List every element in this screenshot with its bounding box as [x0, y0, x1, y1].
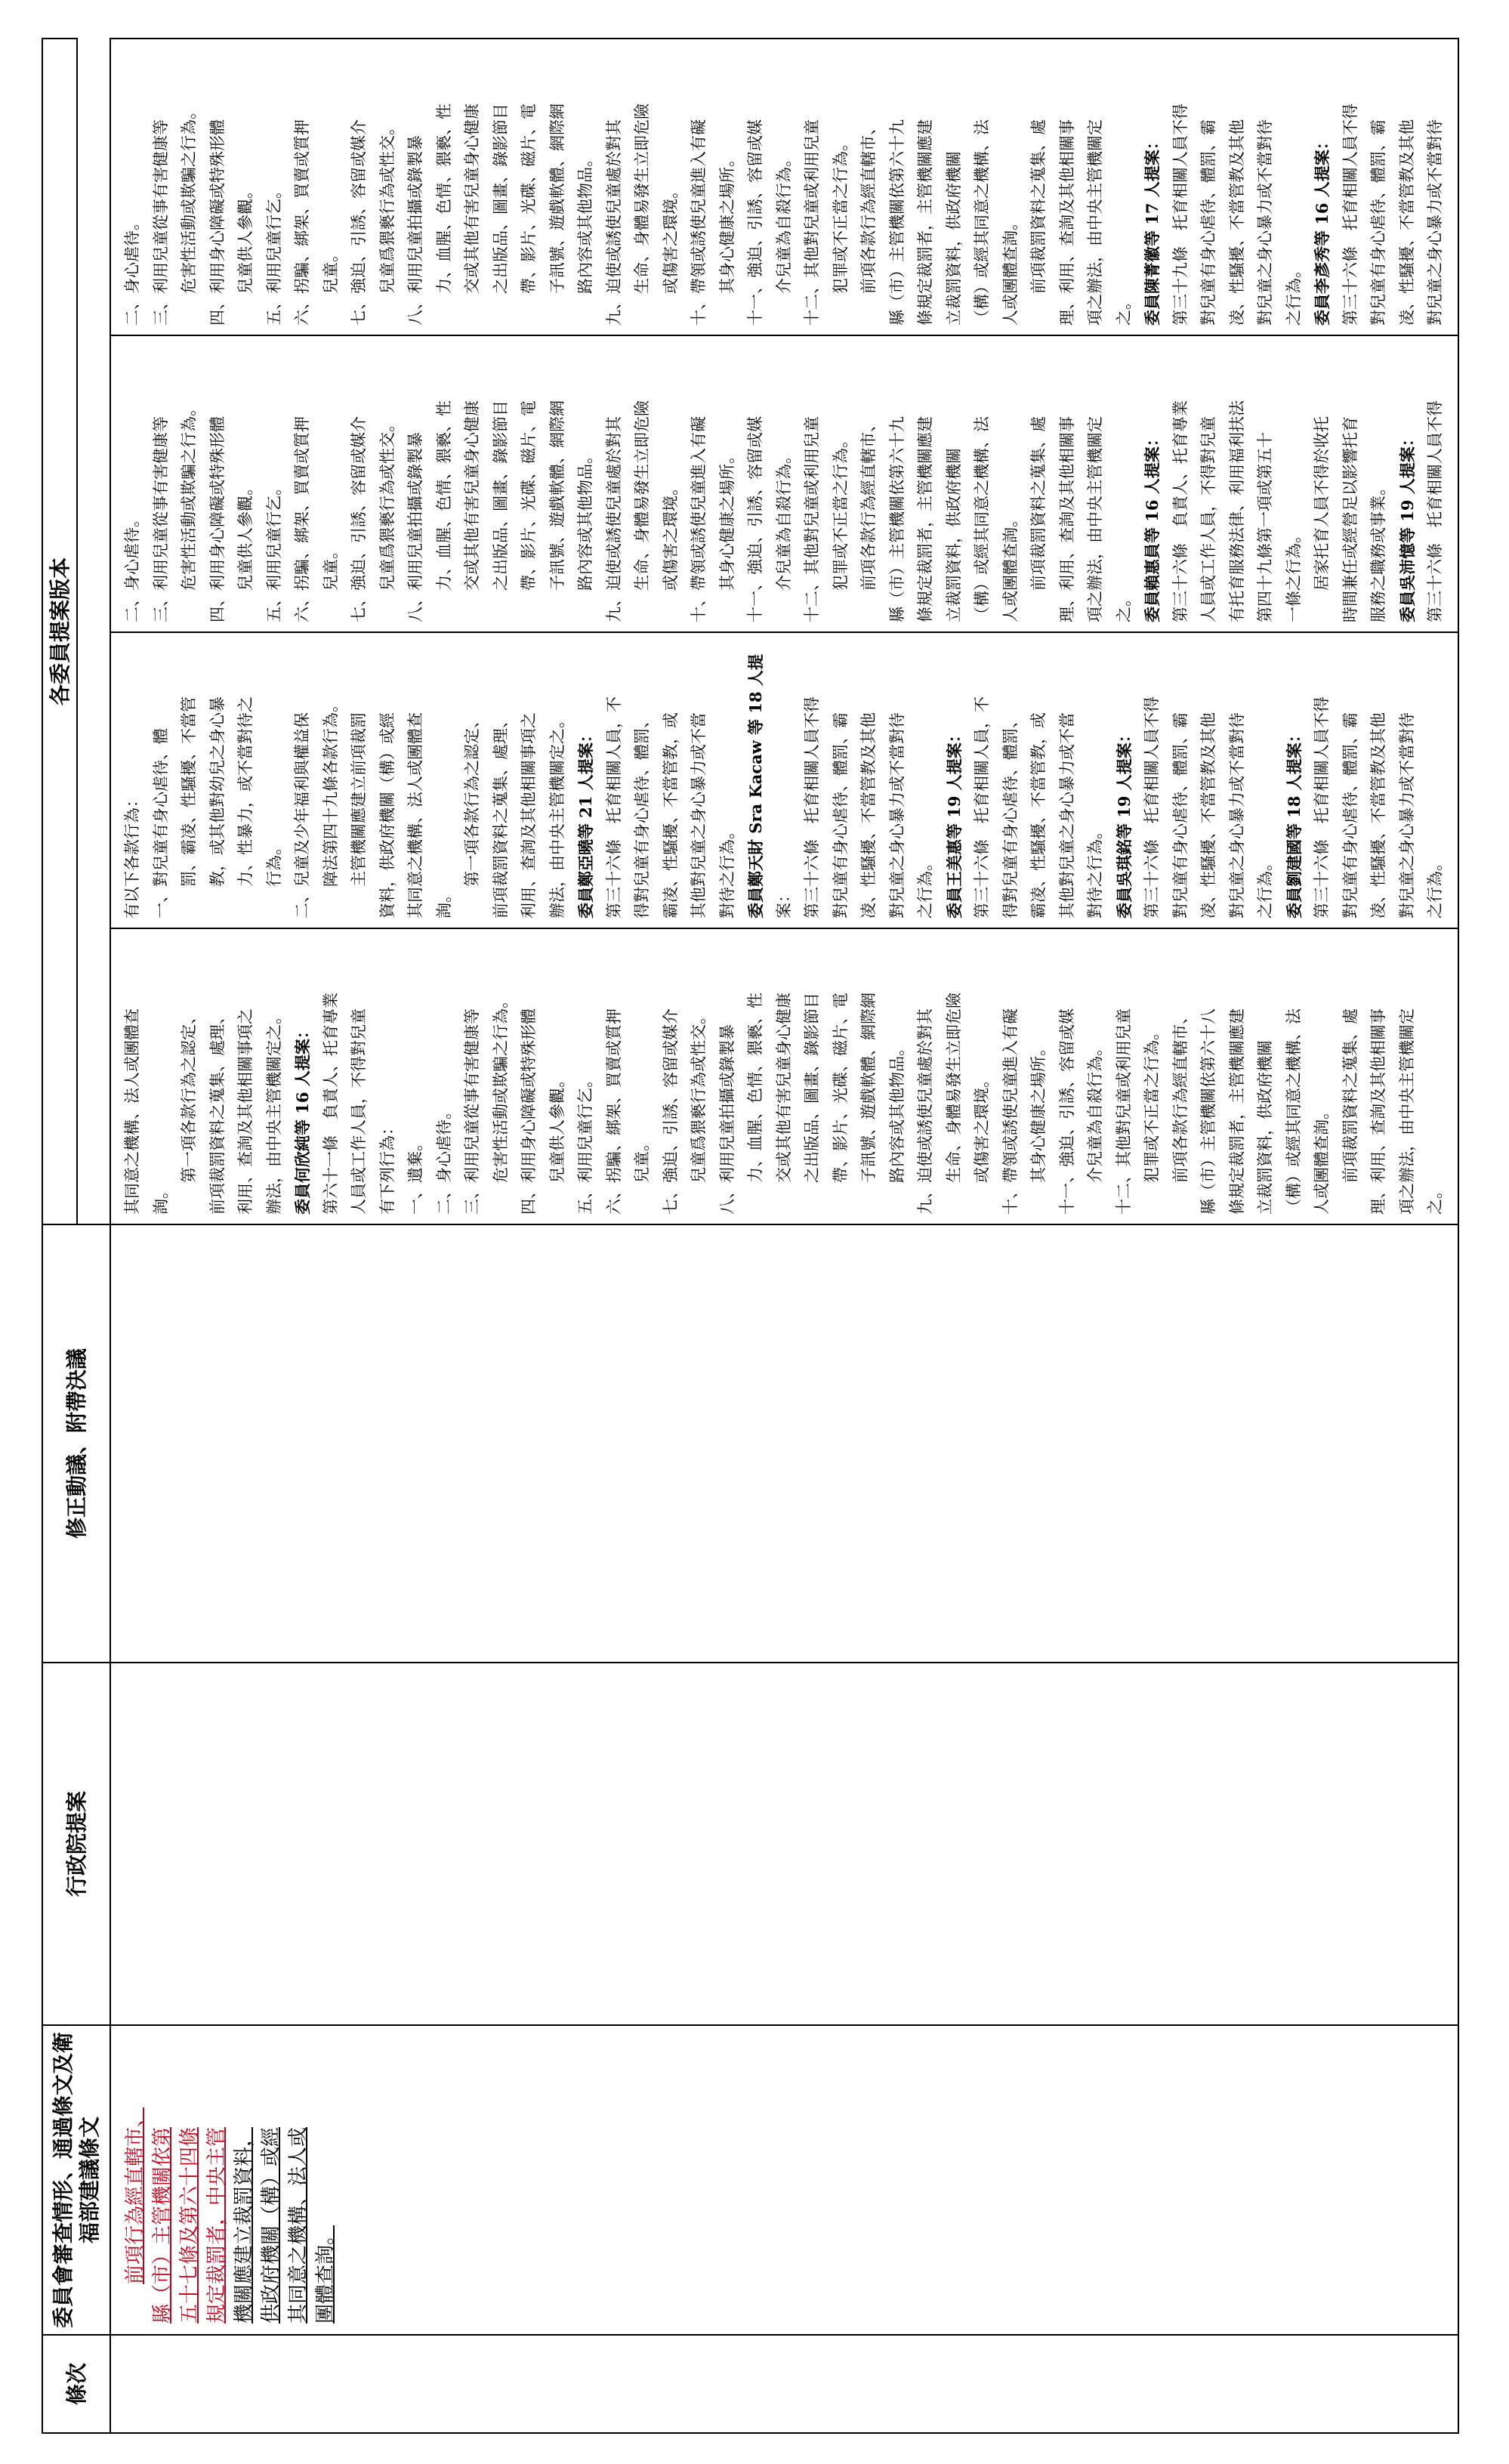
proposal-text-line: 人或團體查詢。 — [1313, 1104, 1331, 1215]
proposal-text-line: 第四十九條第一項或第五十 — [1256, 432, 1274, 622]
proposal-text-line: 七、強迫、引誘、容留或媒介 — [350, 119, 368, 326]
passed-text-cell — [110, 2025, 1458, 2335]
proposal-text-line: 其同意之機構、法人或團體查 — [123, 1008, 141, 1215]
header-passed-text: 委員會審查情形、通過條文及衛福部建議條文 — [42, 2025, 110, 2335]
proposal-text-line: 或傷害之環境。 — [661, 183, 680, 326]
proposal-text-line: 十二、其他對兒童或利用兒童 — [803, 119, 821, 326]
proposal-text-line: 居家托育人員不得於收托 — [1313, 416, 1331, 622]
proposal-text-line: 第三十六條 托育相關人員不得 — [1143, 696, 1161, 919]
proposal-text-line: 力、血腥、色情、猥褻、性 — [746, 993, 764, 1215]
proposal-text-line: 人員或工作人員，不得對兒童 — [350, 1008, 368, 1215]
proposal-text-line: 一條之行為。 — [1284, 527, 1303, 622]
proposal-text-line: 兒童爲猥褻行為或性交。 — [378, 119, 397, 326]
proposal-text-line: 主管機關應建立前項裁罰 — [350, 712, 368, 919]
proposal-text-line: 子訊號、遊戲軟體、網際網 — [859, 993, 878, 1215]
proposal-text-line: 其同意之機構、法人或團體查 — [406, 712, 424, 919]
proposal-text-line: 六、拐騙、綁架、買賣或質押 — [293, 119, 311, 326]
proposal-text-line: 縣（市）主管機關依第六十九 — [887, 119, 906, 326]
proposal-text-line: 或傷害之環境。 — [973, 1072, 991, 1215]
proposal-text-line: 犯罪或不正當之行為。 — [1143, 1024, 1161, 1215]
proposal-text-line: （構）或經其同意之機構、法 — [973, 416, 991, 622]
proposal-text-line: 第三十六條 負責人、托育專業 — [1171, 400, 1190, 622]
proposal-text-line: 之出版品、圖畫、錄影節目 — [803, 993, 821, 1215]
proposal-text-line: 第三十六條 托育相關人員不得 — [803, 696, 821, 919]
proposal-text-line: 六、拐騙、綁架、買賣或質押 — [604, 1008, 623, 1215]
proposal-text-line: 九、迫使或誘使兒童處於對其 — [604, 416, 623, 622]
proposal-text-line: 對兒童有身心虐待、體罰、霸 — [1341, 712, 1359, 919]
proposal-text-line: 五、利用兒童行乞。 — [576, 1072, 594, 1215]
proposal-text-line: 前項裁罰資料之蒐集、處理、 — [208, 1008, 227, 1215]
passed-line: 團體查詢。 — [314, 2225, 337, 2324]
proposal-text-line: 介兒童為自殺行為。 — [774, 448, 793, 622]
proposal-text-line: 得對兒童有身心虐待、體罰、 — [633, 712, 651, 919]
proposal-text-line: 兒童。 — [321, 246, 340, 326]
proposal-text-line: 十、帶領或誘使兒童進入有礙 — [690, 416, 708, 622]
proposal-text-line: 之。 — [1426, 1183, 1444, 1215]
proposal-text-line: （構）或經其同意之機構、法 — [973, 119, 991, 326]
proposal-column-2 — [110, 632, 1458, 928]
proposal-text-line: 對兒童之身心暴力或不當對待 — [1426, 119, 1444, 326]
proposal-text-line: 力、性暴力，或不當對待之 — [236, 696, 255, 919]
proposer-heading: 委員吳沛憶等 19 人提案： — [1397, 431, 1417, 622]
proposal-text-line: 力、血腥、色情、猥褻、性 — [434, 103, 453, 326]
proposal-text-line: 時間兼任或經營足以影響托育 — [1341, 416, 1359, 622]
proposal-text-line: 項之辦法，由中央主管機關定 — [1086, 119, 1104, 326]
proposal-text-line: 子訊號、遊戲軟體、網際網 — [548, 400, 566, 622]
proposal-text-line: 犯罪或不正當之行為。 — [831, 432, 850, 622]
proposal-text-line: 八、利用兒童拍攝或錄製暴 — [717, 1024, 736, 1215]
proposal-text-line: 兒童供人參觀。 — [548, 1072, 566, 1215]
proposal-text-line: 路內容或其他物品。 — [576, 151, 594, 326]
proposal-text-line: 路內容或其他物品。 — [887, 1040, 906, 1215]
proposal-text-line: 人員或工作人員，不得對兒童 — [1199, 416, 1217, 622]
proposal-text-line: 之行為。 — [1256, 855, 1274, 919]
proposal-text-line: 其他對兒童之身心暴力或不當 — [690, 712, 708, 919]
proposal-text-line: 有以下各款行為： — [123, 792, 141, 919]
proposal-text-line: 十、帶領或誘使兒童進入有礙 — [690, 119, 708, 326]
proposal-text-line: 犯罪或不正當之行為。 — [831, 135, 850, 326]
proposer-heading: 委員劉建國等 18 人提案： — [1284, 727, 1304, 919]
proposal-text-line: 凌、性騷擾、不當管教及其他 — [1227, 119, 1246, 326]
proposal-text-line: 縣（市）主管機關依第六十九 — [887, 416, 906, 622]
header-executive-proposal: 行政院提案 — [42, 1663, 110, 2025]
proposal-text-line: 第六十一條 負責人、托育專業 — [321, 993, 340, 1215]
proposal-text-line: 前項各款行為經直轄市、 — [1171, 1008, 1190, 1215]
section-num-cell — [110, 2335, 1458, 2433]
proposal-text-line: 十、帶領或誘使兒童進入有礙 — [1001, 1008, 1020, 1215]
proposal-text-line: 十一、強迫、引誘、容留或媒 — [746, 416, 764, 622]
proposal-text-line: 障法第四十九條各款行為。 — [321, 696, 340, 919]
proposer-heading: 委員陳菁徽等 17 人提案： — [1143, 134, 1162, 326]
proposal-text-line: 四、利用身心障礙或特殊形體 — [208, 416, 227, 622]
proposal-text-line: 十一、強迫、引誘、容留或媒 — [1057, 1008, 1076, 1215]
proposal-text-line: 有下列行為： — [378, 1119, 397, 1215]
proposal-text-line: 前項各款行為經直轄市、 — [859, 416, 878, 622]
proposal-text-line: 案： — [774, 887, 793, 919]
proposal-column-4 — [110, 39, 1458, 335]
proposal-text-line: 之出版品、圖畫、錄影節目 — [491, 400, 510, 622]
proposal-text-line: 交或其他有害兒童身心健康 — [463, 103, 481, 326]
proposal-text-line: 前項裁罰資料之蒐集、處 — [1341, 1008, 1359, 1215]
proposer-heading: 委員鄭亞曉等 21 人提案： — [576, 727, 595, 919]
proposal-text-line: 項之辦法，由中央主管機關定 — [1086, 416, 1104, 622]
proposal-text-line: 十二、其他對兒童或利用兒童 — [1114, 1008, 1133, 1215]
proposal-text-line: 第三十六條 托育相關人員不得 — [1341, 103, 1359, 326]
proposal-text-line: 兒童。 — [633, 1135, 651, 1215]
proposal-text-line: 有托育服務法律、利用福利扶法 — [1227, 400, 1246, 622]
proposal-text-line: 條規定裁罰者，主管機關應建 — [1227, 1008, 1246, 1215]
proposal-text-line: 資料，供政府機關（構）或經 — [378, 712, 397, 919]
proposal-text-line: 六、拐騙、綁架、買賣或質押 — [293, 416, 311, 622]
proposal-text-line: 對待之行為。 — [1086, 823, 1104, 919]
proposal-text-line: 之行為。 — [1284, 262, 1303, 326]
proposal-column-3 — [110, 335, 1458, 632]
proposal-text-line: 七、強迫、引誘、容留或媒介 — [661, 1008, 680, 1215]
proposal-text-line: 帶、影片、光碟、磁片、電 — [520, 400, 538, 622]
proposal-column-1 — [110, 928, 1458, 1224]
passed-line: 供政府機關（構）或經 — [260, 2126, 282, 2324]
proposal-text-line: 人或團體查詢。 — [1001, 511, 1020, 622]
proposal-text-line: 對兒童之身心暴力或不當對待 — [887, 712, 906, 919]
proposal-text-line: 立裁罰資料，供政府機關 — [944, 151, 963, 326]
proposal-text-line: 九、迫使或誘使兒童處於對其 — [916, 1008, 934, 1215]
proposal-text-line: 利用、查詢及其他相關事項之 — [236, 1008, 255, 1215]
proposal-text-line: 第三十九條 托育相關人員不得 — [1171, 103, 1190, 326]
proposer-heading: 委員吳琪銘等 19 人提案： — [1114, 727, 1134, 919]
proposal-text-line: 生命、身體易發生立即危險 — [633, 103, 651, 326]
proposal-text-line: 罰、霸凌、性騷擾、不當管 — [180, 696, 198, 919]
proposal-text-line: 其身心健康之場所。 — [1029, 1040, 1048, 1215]
proposal-text-line: 兒童供人參觀。 — [236, 183, 255, 326]
executive-proposal-cell — [110, 1663, 1458, 2025]
proposal-text-line: 帶、影片、光碟、磁片、電 — [520, 103, 538, 326]
passed-line: 機關應建立裁罰資料， — [233, 2126, 255, 2324]
proposal-text-line: 二、身心虐待。 — [434, 1104, 453, 1215]
proposal-text-line: 兒童爲猥褻行為或性交。 — [378, 416, 397, 622]
proposal-text-line: 第一項各款行為之認定、 — [463, 712, 481, 919]
proposal-text-line: 第一項各款行為之認定、 — [180, 1008, 198, 1215]
proposal-text-line: 對兒童有身心虐待、體罰、霸 — [1199, 119, 1217, 326]
proposal-text-line: 之行為。 — [1426, 855, 1444, 919]
proposal-text-line: 兒童供人參觀。 — [236, 480, 255, 622]
proposal-text-line: 前項裁罰資料之蒐集、處 — [1029, 119, 1048, 326]
proposal-text-line: 對兒童之身心暴力或不當對待 — [1397, 712, 1416, 919]
proposal-text-line: 八、利用兒童拍攝或錄製暴 — [406, 432, 424, 622]
proposal-text-line: 四、利用身心障礙或特殊形體 — [520, 1008, 538, 1215]
proposal-text-line: 兒童爲猥褻行為或性交。 — [690, 1008, 708, 1215]
proposer-heading: 委員王美惠等 19 人提案： — [944, 727, 964, 919]
proposal-text-line: 凌、性騷擾、不當管教及其他 — [1369, 712, 1387, 919]
passed-line: 規定裁罰者，中央主管 — [205, 2126, 228, 2324]
proposal-text-line: 服務之職務或事業。 — [1369, 480, 1387, 622]
proposal-text-line: 十一、強迫、引誘、容留或媒 — [746, 119, 764, 326]
proposal-text-line: 理、利用、查詢及其他相關事 — [1057, 416, 1076, 622]
proposal-text-line: 兒童。 — [321, 543, 340, 622]
header-member-proposals: 各委員提案版本 — [42, 39, 77, 1224]
proposal-text-line: 介兒童為自殺行為。 — [774, 151, 793, 326]
proposal-text-line: 其他對兒童之身心暴力或不當 — [1057, 712, 1076, 919]
proposal-text-line: 之行為。 — [916, 855, 934, 919]
proposal-text-line: 危害性活動或欺騙之行為。 — [180, 400, 198, 622]
proposal-text-line: 項之辦法，由中央主管機關定 — [1397, 1008, 1416, 1215]
proposal-text-line: 或傷害之環境。 — [661, 480, 680, 622]
proposer-heading: 委員賴惠員等 16 人提案： — [1143, 431, 1162, 622]
proposal-text-line: 八、利用兒童拍攝或錄製暴 — [406, 135, 424, 326]
proposal-text-line: 力、血腥、色情、猥褻、性 — [434, 400, 453, 622]
proposal-text-line: （構）或經其同意之機構、法 — [1284, 1008, 1303, 1215]
header-amendment: 修正動議、附帶決議 — [42, 1224, 110, 1663]
proposal-text-line: 生命、身體易發生立即危險 — [944, 993, 963, 1215]
proposal-text-line: 之出版品、圖畫、錄影節目 — [491, 103, 510, 326]
proposal-text-line: 立裁罰資料，供政府機關 — [944, 448, 963, 622]
proposal-text-line: 生命、身體易發生立即危險 — [633, 400, 651, 622]
proposal-text-line: 對待之行為。 — [717, 823, 736, 919]
proposal-text-line: 霸凌、性騷擾、不當管教，或 — [661, 712, 680, 919]
proposal-text-line: 對兒童有身心虐待、體罰、霸 — [1171, 712, 1190, 919]
proposal-text-line: 教，或其他對幼兒之身心暴 — [208, 696, 227, 919]
proposal-text-line: 對兒童之身心暴力或不當對待 — [1227, 712, 1246, 919]
proposal-text-line: 條規定裁罰者，主管機關應建 — [916, 416, 934, 622]
proposal-text-line: 四、利用身心障礙或特殊形體 — [208, 119, 227, 326]
proposal-text-line: 九、迫使或誘使兒童處於對其 — [604, 119, 623, 326]
proposal-text-line: 二、身心虐待。 — [123, 511, 141, 622]
proposal-text-line: 之。 — [1114, 591, 1133, 622]
proposal-text-line: 一、對兒童有身心虐待、體 — [151, 728, 170, 919]
passed-line: 其同意之機構、法人或 — [287, 2126, 310, 2324]
proposal-text-line: 理、利用、查詢及其他相關事 — [1369, 1008, 1387, 1215]
proposal-text-line: 介兒童為自殺行為。 — [1086, 1040, 1104, 1215]
amendment-cell — [110, 1224, 1458, 1663]
proposal-text-line: 詢。 — [434, 887, 453, 919]
proposal-text-line: 其身心健康之場所。 — [717, 151, 736, 326]
proposal-text-line: 凌、性騷擾、不當管教及其他 — [859, 712, 878, 919]
proposal-text-line: 辦法，由中央主管機關定之。 — [548, 712, 566, 919]
proposer-heading: 委員李彥秀等 16 人提案： — [1313, 134, 1332, 326]
proposal-text-line: 凌、性騷擾、不當管教及其他 — [1397, 119, 1416, 326]
proposal-text-line: 前項裁罰資料之蒐集、處 — [1029, 416, 1048, 622]
proposal-text-line: 二、兒童及少年福利與權益保 — [293, 712, 311, 919]
proposal-text-line: 第三十六條 托育相關人員，不 — [973, 696, 991, 919]
proposal-text-line: 危害性活動或欺騙之行為。 — [491, 993, 510, 1215]
proposal-text-line: 帶、影片、光碟、磁片、電 — [831, 993, 850, 1215]
proposal-text-line: 立裁罰資料，供政府機關 — [1256, 1040, 1274, 1215]
passed-line: 前項行為經直轄市、 — [124, 2107, 147, 2284]
proposal-text-line: 得對兒童有身心虐待、體罰、 — [1001, 712, 1020, 919]
proposal-text-line: 交或其他有害兒童身心健康 — [463, 400, 481, 622]
proposal-text-line: 第三十六條 托育相關人員不得 — [1313, 696, 1331, 919]
proposal-text-line: 三、利用兒童從事有害健康等 — [463, 1008, 481, 1215]
proposal-text-line: 第三十六條 托育相關人員不得 — [1426, 400, 1444, 622]
proposal-text-line: 條規定裁罰者，主管機關應建 — [916, 119, 934, 326]
proposal-text-line: 路內容或其他物品。 — [576, 448, 594, 622]
proposal-text-line: 詢。 — [151, 1183, 170, 1215]
proposal-text-line: 前項各款行為經直轄市、 — [859, 119, 878, 326]
proposal-text-line: 對兒童有身心虐待、體罰、霸 — [1369, 119, 1387, 326]
proposal-text-line: 二、身心虐待。 — [123, 215, 141, 326]
proposal-text-line: 對兒童有身心虐待、體罰、霸 — [831, 712, 850, 919]
proposal-text-line: 七、強迫、引誘、容留或媒介 — [350, 416, 368, 622]
proposal-text-line: 一、遺棄。 — [406, 1135, 424, 1215]
proposal-text-line: 凌、性騷擾、不當管教及其他 — [1199, 712, 1217, 919]
proposal-text-line: 十二、其他對兒童或利用兒童 — [803, 416, 821, 622]
proposal-text-line: 危害性活動或欺騙之行為。 — [180, 103, 198, 326]
proposal-text-line: 其身心健康之場所。 — [717, 448, 736, 622]
proposal-text-line: 之。 — [1114, 294, 1133, 326]
proposer-heading: 委員鄭天財 Sra Kacaw 等 18 人提 — [746, 654, 765, 919]
proposer-heading: 委員何欣純等 16 人提案： — [293, 1023, 312, 1215]
proposal-text-line: 第三十六條 托育相關人員，不 — [604, 696, 623, 919]
passed-line: 縣（市）主管機關依第 — [151, 2126, 174, 2324]
proposal-text-line: 五、利用兒童行乞。 — [264, 480, 283, 622]
proposal-text-line: 交或其他有害兒童身心健康 — [774, 993, 793, 1215]
header-section-num: 條次 — [42, 2335, 110, 2433]
passed-line: 五十七條及第六十四條 — [178, 2126, 201, 2324]
proposal-text-line: 三、利用兒童從事有害健康等 — [151, 416, 170, 622]
proposal-text-line: 人或團體查詢。 — [1001, 215, 1020, 326]
proposal-text-line: 縣（市）主管機關依第六十八 — [1199, 1008, 1217, 1215]
proposal-text-line: 理、利用、查詢及其他相關事 — [1057, 119, 1076, 326]
proposal-text-line: 霸凌、性騷擾、不當管教，或 — [1029, 712, 1048, 919]
proposal-text-line: 行為。 — [264, 839, 283, 919]
proposal-text-line: 三、利用兒童從事有害健康等 — [151, 119, 170, 326]
proposal-text-line: 前項裁罰資料之蒐集、處理、 — [491, 712, 510, 919]
comparison-table — [42, 38, 1459, 2434]
proposal-text-line: 辦法，由中央主管機關定之。 — [264, 1008, 283, 1215]
proposal-text-line: 子訊號、遊戲軟體、網際網 — [548, 103, 566, 326]
proposal-text-line: 利用、查詢及其他相關事項之 — [520, 712, 538, 919]
proposal-text-line: 五、利用兒童行乞。 — [264, 183, 283, 326]
proposal-text-line: 對兒童之身心暴力或不當對待 — [1256, 119, 1274, 326]
